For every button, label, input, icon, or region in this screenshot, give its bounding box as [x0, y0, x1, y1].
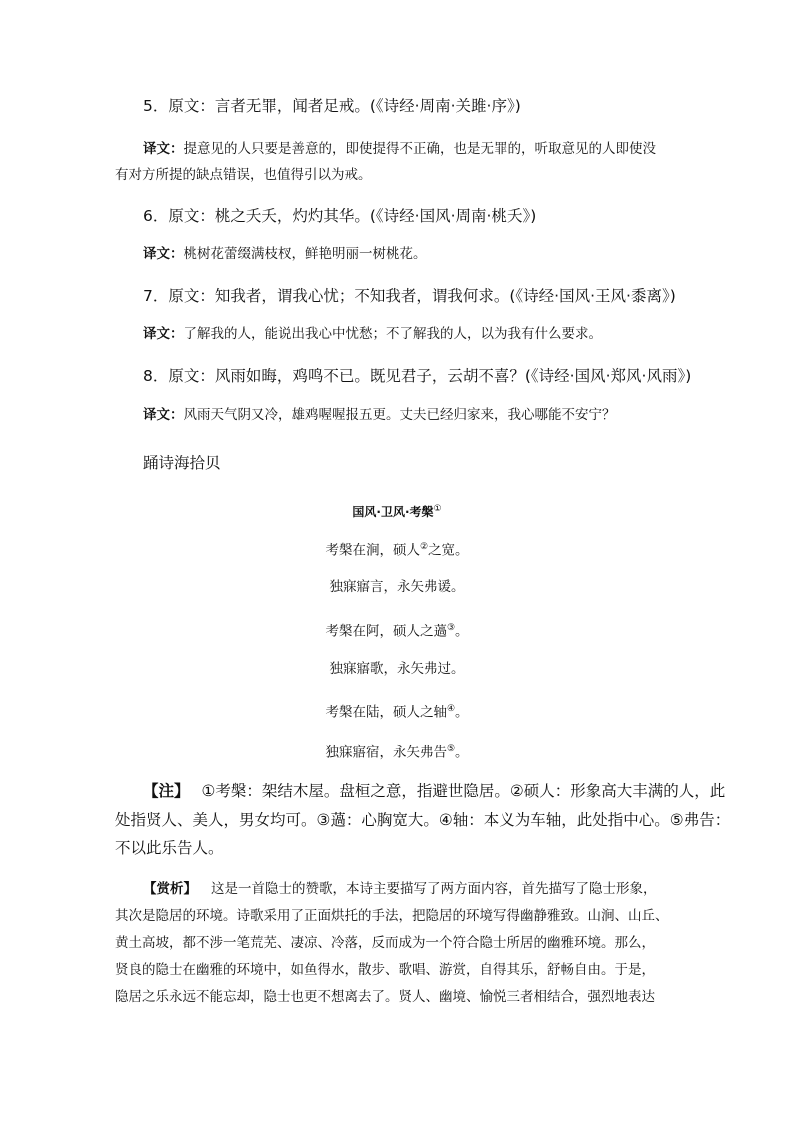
- poem-title-note: ①: [433, 504, 442, 514]
- poem-line-6: [0, 740, 794, 762]
- appreciation-text: 这是一首隐士的赞歌，本诗主要描写了两方面内容，首先描写了隐士形象，: [211, 881, 657, 897]
- poem-line-4: [0, 660, 794, 678]
- entry-7-translation: [143, 325, 602, 343]
- poem-line-1: [0, 538, 794, 560]
- appreciation-line-4: 贤良的隐士在幽雅的环境中，如鱼得水，散步、歌唱、游赏，自得其乐，舒畅自由。于是，: [115, 962, 655, 978]
- appreciation-line-2: 其次是隐居的环境。诗歌采用了正面烘托的手法，把隐居的环境写得幽静雅致。山涧、山丘、: [115, 908, 669, 924]
- entry-8-translation: [143, 406, 616, 424]
- poem-title-text: 国风·卫风·考槃: [352, 505, 434, 519]
- entry-5-translation-cont: 有对方所提的缺点错误，也值得引以为戒。: [115, 167, 372, 183]
- notes-label: 【注】: [143, 782, 190, 800]
- poem-line-2: [0, 578, 794, 596]
- translation-text: 风雨天气阴又冷，雄鸡喔喔报五更。丈夫已经归家来，我心哪能不安宁？: [183, 407, 616, 423]
- entry-5-original: 5．原文：言者无罪，闻者足戒。(《诗经·周南·关雎·序》): [143, 97, 521, 115]
- section-heading: 踊诗海拾贝: [143, 454, 221, 472]
- notes-line-2: 处指贤人、美人，男女均可。③薖：心胸宽大。④轴：本义为车轴，此处指中心。⑤弗告：: [115, 811, 731, 829]
- poem-line-text: 独寐寤歌，永矢弗过。: [329, 661, 465, 677]
- appreciation-line-3: 黄土高坡，都不涉一笔荒芜、凄凉、冷落，反而成为一个符合隐士所居的幽雅环境。那么，: [115, 935, 655, 951]
- entry-7-original: 7．原文：知我者，谓我心忧；不知我者，谓我何求。(《诗经·国风·王风·黍离》): [143, 287, 676, 305]
- translation-text: 提意见的人只要是善意的，即使提得不正确，也是无罪的，听取意见的人即使没: [183, 141, 656, 157]
- translation-text: 了解我的人，能说出我心中忧愁；不了解我的人，以为我有什么要求。: [183, 326, 602, 342]
- entry-5-translation: [143, 140, 656, 158]
- translation-text: 桃树花蕾缀满枝杈，鲜艳明丽一树桃花。: [183, 246, 427, 262]
- appreciation-label: 【赏析】: [143, 881, 197, 897]
- appreciation-line-1: [143, 880, 657, 898]
- poem-line-text-end: 。: [455, 744, 469, 761]
- notes-text: ①考槃：架结木屋。盘桓之意，指避世隐居。②硕人：形象高大丰满的人，此: [201, 782, 726, 800]
- poem-line-note: ②: [419, 542, 429, 552]
- entry-6-translation: [143, 245, 427, 263]
- poem-line-text: 考槃在陆，硕人之轴: [325, 704, 447, 721]
- notes-line-1: [143, 781, 725, 801]
- poem-line-text: 考槃在阿，硕人之薖: [325, 623, 447, 640]
- translation-label: 译文：: [143, 407, 184, 423]
- poem-line-text-end: 。: [455, 704, 469, 721]
- appreciation-line-5: 隐居之乐永远不能忘却，隐士也更不想离去了。贤人、幽境、愉悦三者相结合，强烈地表达: [115, 989, 655, 1005]
- poem-line-note: ⑤: [446, 744, 456, 754]
- poem-title: [0, 500, 794, 521]
- poem-line-text: 独寐寤言，永矢弗谖。: [329, 579, 465, 595]
- translation-label: 译文：: [143, 326, 184, 342]
- poem-line-text-end: 之宽。: [428, 542, 469, 559]
- translation-label: 译文：: [143, 141, 184, 157]
- entry-8-original: 8．原文：风雨如晦，鸡鸣不已。既见君子，云胡不喜？(《诗经·国风·郑风·风雨》): [143, 367, 692, 385]
- poem-line-note: ④: [446, 704, 456, 714]
- poem-line-3: [0, 619, 794, 641]
- notes-line-3: 不以此乐告人。: [115, 839, 224, 857]
- translation-label: 译文：: [143, 246, 184, 262]
- entry-6-original: 6．原文：桃之夭夭，灼灼其华。(《诗经·国风·周南·桃夭》): [143, 207, 537, 225]
- poem-line-text: 独寐寤宿，永矢弗告: [325, 744, 447, 761]
- poem-line-text: 考槃在涧，硕人: [325, 542, 420, 559]
- poem-line-5: [0, 700, 794, 722]
- poem-line-note: ③: [446, 623, 456, 633]
- poem-line-text-end: 。: [455, 623, 469, 640]
